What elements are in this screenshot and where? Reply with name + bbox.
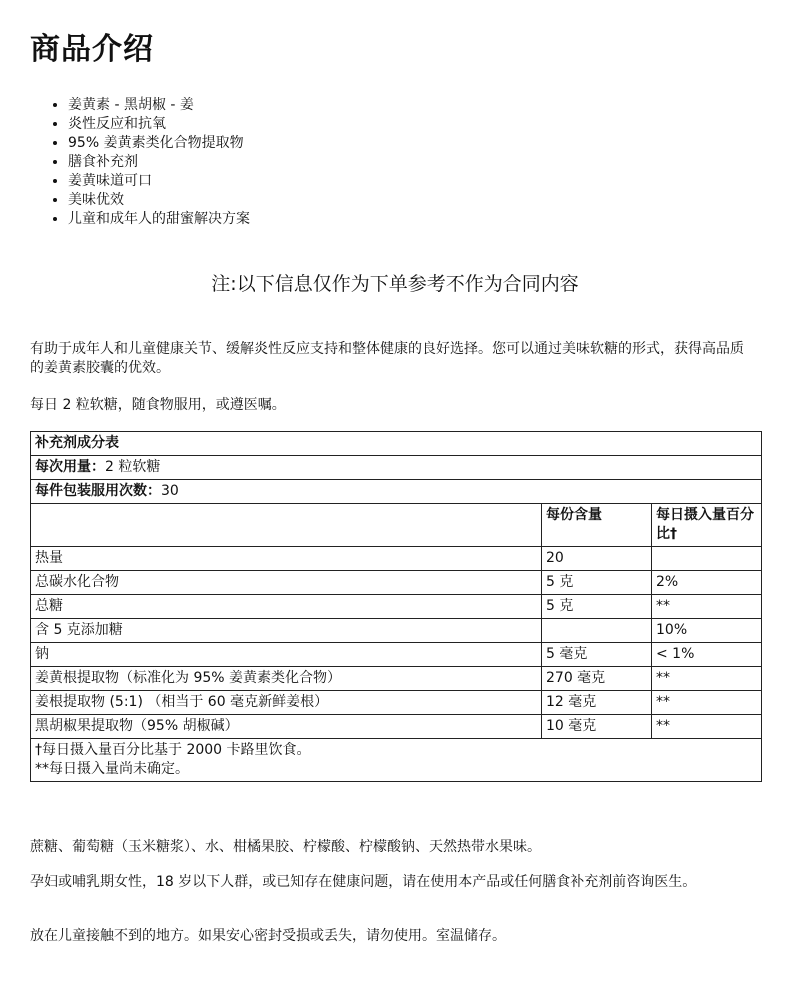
page-title: 商品介绍	[30, 32, 154, 67]
footnote-row	[31, 739, 762, 782]
nutrient-name: 钠	[31, 643, 542, 667]
serving-size-label: 每次用量：	[35, 459, 105, 475]
table-row	[31, 715, 762, 739]
nutrient-daily-value: 2%	[652, 571, 762, 595]
nutrient-name: 姜黄根提取物（标准化为 95% 姜黄素类化合物）	[31, 667, 542, 691]
nutrient-name: 含 5 克添加糖	[31, 619, 542, 643]
feature-list	[48, 96, 250, 229]
feature-item: • 膳食补充剂	[68, 153, 250, 172]
storage-text: 放在儿童接触不到的地方。如果安心密封受损或丢失，请勿使用。室温储存。	[30, 928, 506, 944]
warning-text: 孕妇或哺乳期女性，18 岁以下人群，或已知存在健康问题，请在使用本产品或任何膳食补充剂前咨询医生。	[30, 874, 697, 890]
facts-heading: 补充剂成分表	[31, 432, 762, 456]
serving-size-value: 2 粒软糖	[105, 459, 161, 475]
servings-per-container-row	[31, 480, 762, 504]
nutrient-name: 热量	[31, 547, 542, 571]
table-row	[31, 547, 762, 571]
feature-item: • 炎性反应和抗氧	[68, 115, 250, 134]
footnote-cell	[31, 739, 762, 782]
feature-item: • 美味优效	[68, 191, 250, 210]
servings-per-container-label: 每件包装服用次数：	[35, 483, 161, 499]
nutrient-daily-value: 10%	[652, 619, 762, 643]
nutrient-name: 总碳水化合物	[31, 571, 542, 595]
footnote-not-established: **每日摄入量尚未确定。	[35, 761, 189, 777]
servings-per-container-cell	[31, 480, 762, 504]
facts-heading-row	[31, 432, 762, 456]
nutrient-amount: 12 毫克	[542, 691, 652, 715]
daily-value-column-header: 每日摄入量百分比†	[652, 504, 762, 547]
table-row	[31, 691, 762, 715]
table-row	[31, 595, 762, 619]
table-row	[31, 571, 762, 595]
ingredients-text: 蔗糖、葡萄糖（玉米糖浆）、水、柑橘果胶、柠檬酸、柠檬酸钠、天然热带水果味。	[30, 839, 541, 855]
nutrient-amount: 20	[542, 547, 652, 571]
footnote-daily-value: †每日摄入量百分比基于 2000 卡路里饮食。	[35, 742, 311, 758]
amount-column-header: 每份含量	[542, 504, 652, 547]
supplement-facts-table	[30, 431, 762, 782]
nutrient-daily-value	[652, 547, 762, 571]
disclaimer-note: 注:以下信息仅作为下单参考不作为合同内容	[211, 273, 579, 295]
feature-item: • 姜黄味道可口	[68, 172, 250, 191]
nutrient-daily-value: **	[652, 595, 762, 619]
serving-size-row	[31, 456, 762, 480]
nutrient-daily-value: < 1%	[652, 643, 762, 667]
nutrient-name: 黑胡椒果提取物（95% 胡椒碱）	[31, 715, 542, 739]
feature-item: • 姜黄素 - 黑胡椒 - 姜	[68, 96, 250, 115]
dosage-text: 每日 2 粒软糖，随食物服用，或遵医嘱。	[30, 397, 286, 413]
nutrient-amount	[542, 619, 652, 643]
nutrient-daily-value: **	[652, 667, 762, 691]
nutrient-name: 姜根提取物 (5:1) （相当于 60 毫克新鲜姜根）	[31, 691, 542, 715]
header-blank-cell	[31, 504, 542, 547]
feature-item: • 儿童和成年人的甜蜜解决方案	[68, 210, 250, 229]
nutrient-amount: 5 毫克	[542, 643, 652, 667]
serving-size-cell	[31, 456, 762, 480]
table-row	[31, 619, 762, 643]
product-description: 有助于成年人和儿童健康关节、缓解炎性反应支持和整体健康的良好选择。您可以通过美味软糖的形式，获得高品质的姜黄素胶囊的优效。	[30, 341, 744, 376]
table-row	[31, 667, 762, 691]
servings-per-container-value: 30	[161, 483, 179, 499]
nutrient-amount: 270 毫克	[542, 667, 652, 691]
nutrient-amount: 5 克	[542, 595, 652, 619]
nutrient-amount: 5 克	[542, 571, 652, 595]
column-header-row	[31, 504, 762, 547]
nutrient-amount: 10 毫克	[542, 715, 652, 739]
nutrient-daily-value: **	[652, 691, 762, 715]
nutrient-daily-value: **	[652, 715, 762, 739]
nutrient-name: 总糖	[31, 595, 542, 619]
table-row	[31, 643, 762, 667]
feature-item: • 95% 姜黄素类化合物提取物	[68, 134, 250, 153]
